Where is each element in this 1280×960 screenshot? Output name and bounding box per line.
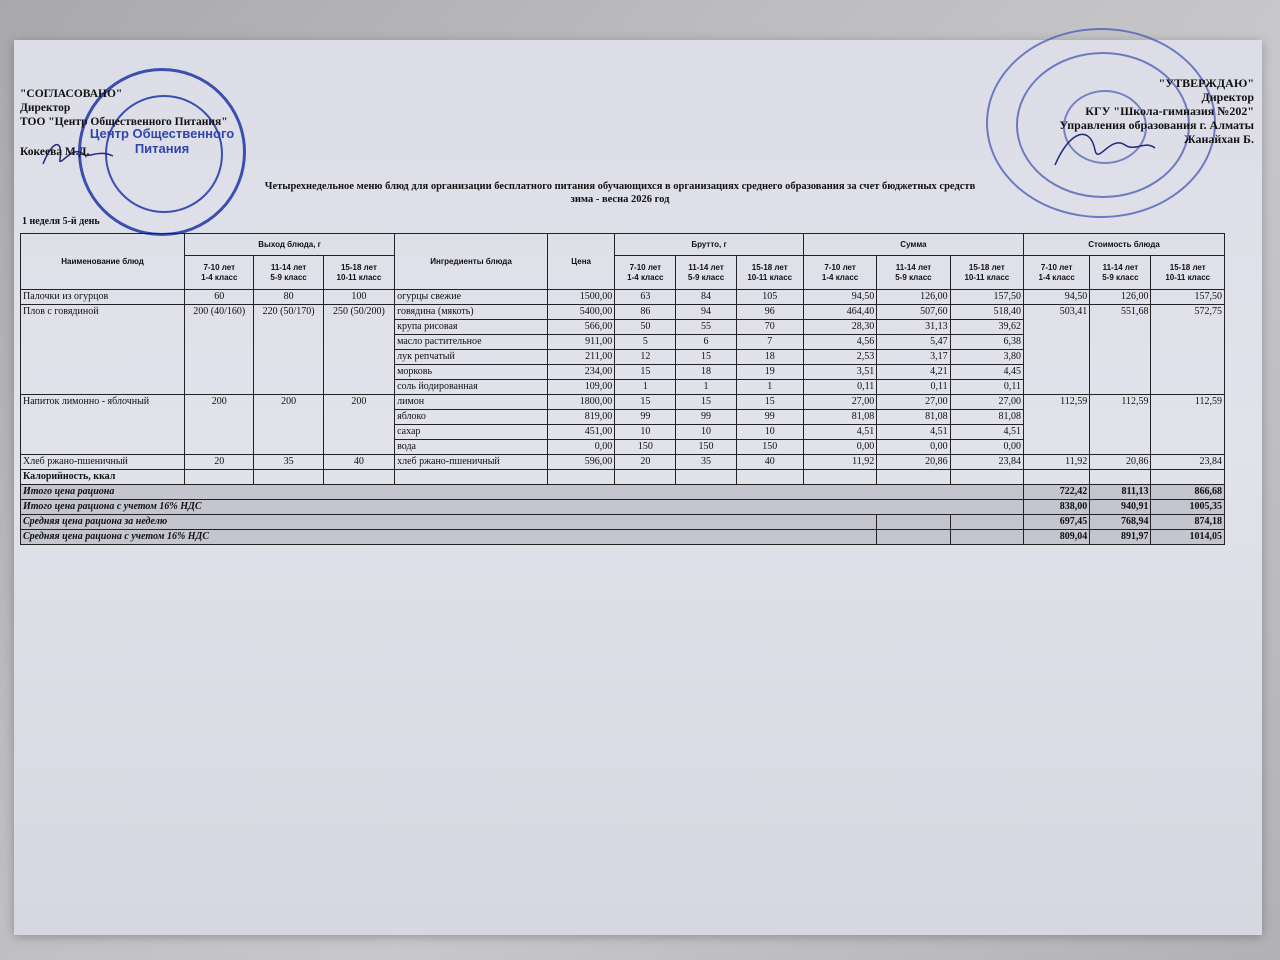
- total-value: 891,97: [1090, 530, 1151, 545]
- gross-cell: 96: [736, 305, 803, 320]
- gross-cell: 1: [736, 380, 803, 395]
- sum-cell: 6,38: [950, 335, 1023, 350]
- signer-right: Жанайхан Б.: [1183, 132, 1254, 146]
- price-cell: 451,00: [548, 425, 615, 440]
- age-group-header: 7-10 лет 1-4 класс: [803, 256, 876, 290]
- age-group-header: 7-10 лет 1-4 класс: [185, 256, 254, 290]
- empty-cell: [950, 470, 1023, 485]
- yield-cell: 40: [323, 455, 394, 470]
- age-group-header: 11-14 лет 5-9 класс: [1090, 256, 1151, 290]
- yield-cell: 20: [185, 455, 254, 470]
- age-group-header: 7-10 лет 1-4 класс: [615, 256, 676, 290]
- ingredient-name: говядина (мякоть): [395, 305, 548, 320]
- empty-cell: [877, 515, 950, 530]
- total-value: 874,18: [1151, 515, 1225, 530]
- total-value: 1014,05: [1151, 530, 1225, 545]
- yield-cell: 200 (40/160): [185, 305, 254, 395]
- week-label: 1 неделя 5-й день: [22, 216, 100, 227]
- cost-cell: 94,50: [1024, 290, 1090, 305]
- cost-cell: 503,41: [1024, 305, 1090, 395]
- cost-cell: 551,68: [1090, 305, 1151, 395]
- gross-cell: 10: [736, 425, 803, 440]
- empty-cell: [736, 470, 803, 485]
- total-value: 866,68: [1151, 485, 1225, 500]
- gross-cell: 150: [676, 440, 736, 455]
- empty-cell: [548, 470, 615, 485]
- gross-cell: 99: [615, 410, 676, 425]
- empty-cell: [950, 515, 1023, 530]
- ingredient-name: крупа рисовая: [395, 320, 548, 335]
- empty-cell: [877, 530, 950, 545]
- gross-cell: 94: [676, 305, 736, 320]
- sum-cell: 464,40: [803, 305, 876, 320]
- ingredient-name: вода: [395, 440, 548, 455]
- empty-cell: [615, 470, 676, 485]
- school-name: КГУ "Школа-гимназия №202": [1085, 104, 1254, 118]
- price-cell: 5400,00: [548, 305, 615, 320]
- department-name: Управления образования г. Алматы: [1059, 118, 1254, 132]
- signer-left: Кокеева М.Д.: [20, 146, 90, 158]
- empty-cell: [323, 470, 394, 485]
- total-value: 697,45: [1024, 515, 1090, 530]
- cost-cell: 23,84: [1151, 455, 1225, 470]
- ingredient-name: лимон: [395, 395, 548, 410]
- total-label: Итого цена рациона: [21, 485, 1024, 500]
- total-value: 811,13: [1090, 485, 1151, 500]
- total-row: [21, 530, 1225, 545]
- sum-cell: 157,50: [950, 290, 1023, 305]
- yield-cell: 200: [323, 395, 394, 455]
- gross-cell: 18: [676, 365, 736, 380]
- ingredient-name: лук репчатый: [395, 350, 548, 365]
- stamp-center-text: Центр Общественного Питания: [89, 126, 235, 156]
- total-row: [21, 500, 1225, 515]
- price-cell: 911,00: [548, 335, 615, 350]
- empty-cell: [1090, 470, 1151, 485]
- sum-cell: 3,80: [950, 350, 1023, 365]
- cost-cell: 11,92: [1024, 455, 1090, 470]
- cost-cell: 112,59: [1024, 395, 1090, 455]
- col-price: Цена: [548, 234, 615, 290]
- gross-cell: 40: [736, 455, 803, 470]
- empty-cell: [950, 530, 1023, 545]
- price-cell: 211,00: [548, 350, 615, 365]
- price-cell: 819,00: [548, 410, 615, 425]
- sum-cell: 81,08: [950, 410, 1023, 425]
- total-value: 1005,35: [1151, 500, 1225, 515]
- gross-cell: 84: [676, 290, 736, 305]
- ingredient-name: морковь: [395, 365, 548, 380]
- price-cell: 234,00: [548, 365, 615, 380]
- col-dish: Наименование блюд: [21, 234, 185, 290]
- col-ingredients: Ингредиенты блюда: [395, 234, 548, 290]
- sum-cell: 507,60: [877, 305, 950, 320]
- empty-cell: [676, 470, 736, 485]
- empty-cell: [1024, 470, 1090, 485]
- sum-cell: 5,47: [877, 335, 950, 350]
- table-row: [21, 395, 1225, 410]
- sum-cell: 27,00: [803, 395, 876, 410]
- total-row: [21, 485, 1225, 500]
- yield-cell: 35: [254, 455, 323, 470]
- gross-cell: 1: [615, 380, 676, 395]
- total-row: [21, 515, 1225, 530]
- gross-cell: 86: [615, 305, 676, 320]
- empty-cell: [803, 470, 876, 485]
- approved-label: "УТВЕРЖДАЮ": [1158, 76, 1254, 90]
- cost-cell: 112,59: [1090, 395, 1151, 455]
- cost-cell: 20,86: [1090, 455, 1151, 470]
- sum-cell: 4,51: [803, 425, 876, 440]
- sum-cell: 2,53: [803, 350, 876, 365]
- dish-name: Хлеб ржано-пшеничный: [21, 455, 185, 470]
- approval-left: [20, 87, 228, 159]
- gross-cell: 15: [615, 395, 676, 410]
- ingredient-name: масло растительное: [395, 335, 548, 350]
- gross-cell: 1: [676, 380, 736, 395]
- sum-cell: 81,08: [877, 410, 950, 425]
- gross-cell: 99: [676, 410, 736, 425]
- age-group-header: 15-18 лет 10-11 класс: [950, 256, 1023, 290]
- sum-cell: 31,13: [877, 320, 950, 335]
- price-cell: 566,00: [548, 320, 615, 335]
- ingredient-name: соль йодированная: [395, 380, 548, 395]
- sum-cell: 81,08: [803, 410, 876, 425]
- empty-cell: [877, 470, 950, 485]
- ingredient-name: огурцы свежие: [395, 290, 548, 305]
- cost-cell: 572,75: [1151, 305, 1225, 395]
- total-value: 809,04: [1024, 530, 1090, 545]
- total-label: Средняя цена рациона с учетом 16% НДС: [21, 530, 877, 545]
- gross-cell: 55: [676, 320, 736, 335]
- sum-cell: 4,51: [950, 425, 1023, 440]
- yield-cell: 220 (50/170): [254, 305, 323, 395]
- gross-cell: 12: [615, 350, 676, 365]
- gross-cell: 99: [736, 410, 803, 425]
- age-group-header: 15-18 лет 10-11 класс: [323, 256, 394, 290]
- calories-label: Калорийность, ккал: [21, 470, 185, 485]
- yield-cell: 250 (50/200): [323, 305, 394, 395]
- gross-cell: 18: [736, 350, 803, 365]
- age-group-header: 7-10 лет 1-4 класс: [1024, 256, 1090, 290]
- sum-cell: 23,84: [950, 455, 1023, 470]
- empty-cell: [1151, 470, 1225, 485]
- total-label: Средняя цена рациона за неделю: [21, 515, 877, 530]
- sum-cell: 4,51: [877, 425, 950, 440]
- gross-cell: 19: [736, 365, 803, 380]
- ingredient-name: яблоко: [395, 410, 548, 425]
- gross-cell: 50: [615, 320, 676, 335]
- empty-cell: [254, 470, 323, 485]
- sum-cell: 126,00: [877, 290, 950, 305]
- cost-cell: 157,50: [1151, 290, 1225, 305]
- gross-cell: 10: [676, 425, 736, 440]
- price-cell: 1500,00: [548, 290, 615, 305]
- ingredient-name: хлеб ржано-пшеничный: [395, 455, 548, 470]
- sum-cell: 0,00: [877, 440, 950, 455]
- sum-cell: 11,92: [803, 455, 876, 470]
- gross-cell: 6: [676, 335, 736, 350]
- calories-row: [21, 470, 1225, 485]
- gross-cell: 150: [615, 440, 676, 455]
- cost-cell: 126,00: [1090, 290, 1151, 305]
- yield-cell: 100: [323, 290, 394, 305]
- col-gross: Брутто, г: [615, 234, 804, 256]
- dish-name: Плов с говядиной: [21, 305, 185, 395]
- age-group-header: 11-14 лет 5-9 класс: [676, 256, 736, 290]
- gross-cell: 63: [615, 290, 676, 305]
- gross-cell: 7: [736, 335, 803, 350]
- gross-cell: 15: [615, 365, 676, 380]
- table-row: [21, 455, 1225, 470]
- col-cost: Стоимость блюда: [1024, 234, 1225, 256]
- agreed-label: "СОГЛАСОВАНО": [20, 88, 123, 100]
- price-cell: 0,00: [548, 440, 615, 455]
- sum-cell: 3,51: [803, 365, 876, 380]
- sum-cell: 27,00: [950, 395, 1023, 410]
- total-value: 722,42: [1024, 485, 1090, 500]
- empty-cell: [185, 470, 254, 485]
- gross-cell: 35: [676, 455, 736, 470]
- col-yield: Выход блюда, г: [185, 234, 395, 256]
- sum-cell: 4,45: [950, 365, 1023, 380]
- gross-cell: 20: [615, 455, 676, 470]
- gross-cell: 15: [676, 350, 736, 365]
- table-row: [21, 305, 1225, 320]
- company-name: ТОО "Центр Общественного Питания": [20, 116, 228, 128]
- sum-cell: 20,86: [877, 455, 950, 470]
- total-label: Итого цена рациона с учетом 16% НДС: [21, 500, 1024, 515]
- age-group-header: 11-14 лет 5-9 класс: [254, 256, 323, 290]
- empty-cell: [395, 470, 548, 485]
- sum-cell: 0,11: [877, 380, 950, 395]
- yield-cell: 60: [185, 290, 254, 305]
- total-value: 838,00: [1024, 500, 1090, 515]
- sum-cell: 27,00: [877, 395, 950, 410]
- ingredient-name: сахар: [395, 425, 548, 440]
- yield-cell: 80: [254, 290, 323, 305]
- sum-cell: 0,11: [803, 380, 876, 395]
- gross-cell: 70: [736, 320, 803, 335]
- price-cell: 596,00: [548, 455, 615, 470]
- sum-cell: 3,17: [877, 350, 950, 365]
- age-group-header: 15-18 лет 10-11 класс: [736, 256, 803, 290]
- yield-cell: 200: [185, 395, 254, 455]
- age-group-header: 15-18 лет 10-11 класс: [1151, 256, 1225, 290]
- sum-cell: 94,50: [803, 290, 876, 305]
- gross-cell: 10: [615, 425, 676, 440]
- price-cell: 1800,00: [548, 395, 615, 410]
- dish-name: Напиток лимонно - яблочный: [21, 395, 185, 455]
- table-row: [21, 290, 1225, 305]
- sum-cell: 518,40: [950, 305, 1023, 320]
- sum-cell: 0,00: [950, 440, 1023, 455]
- director-label-right: Директор: [1201, 90, 1254, 104]
- total-value: 768,94: [1090, 515, 1151, 530]
- sum-cell: 4,56: [803, 335, 876, 350]
- dish-name: Палочки из огурцов: [21, 290, 185, 305]
- director-label-left: Директор: [20, 102, 71, 114]
- yield-cell: 200: [254, 395, 323, 455]
- gross-cell: 150: [736, 440, 803, 455]
- cost-cell: 112,59: [1151, 395, 1225, 455]
- document-title: Четырехнедельное меню блюд для организации бесплатного питания обучающихся в организациях среднего образования за счет бюджетных средств зима - весна 2026 год: [264, 181, 976, 205]
- gross-cell: 105: [736, 290, 803, 305]
- total-value: 940,91: [1090, 500, 1151, 515]
- menu-table: [20, 233, 1225, 545]
- sum-cell: 0,00: [803, 440, 876, 455]
- price-cell: 109,00: [548, 380, 615, 395]
- sum-cell: 4,21: [877, 365, 950, 380]
- col-sum: Сумма: [803, 234, 1023, 256]
- approval-right: [1059, 76, 1254, 146]
- sum-cell: 39,62: [950, 320, 1023, 335]
- age-group-header: 11-14 лет 5-9 класс: [877, 256, 950, 290]
- sum-cell: 0,11: [950, 380, 1023, 395]
- gross-cell: 15: [736, 395, 803, 410]
- gross-cell: 15: [676, 395, 736, 410]
- gross-cell: 5: [615, 335, 676, 350]
- sum-cell: 28,30: [803, 320, 876, 335]
